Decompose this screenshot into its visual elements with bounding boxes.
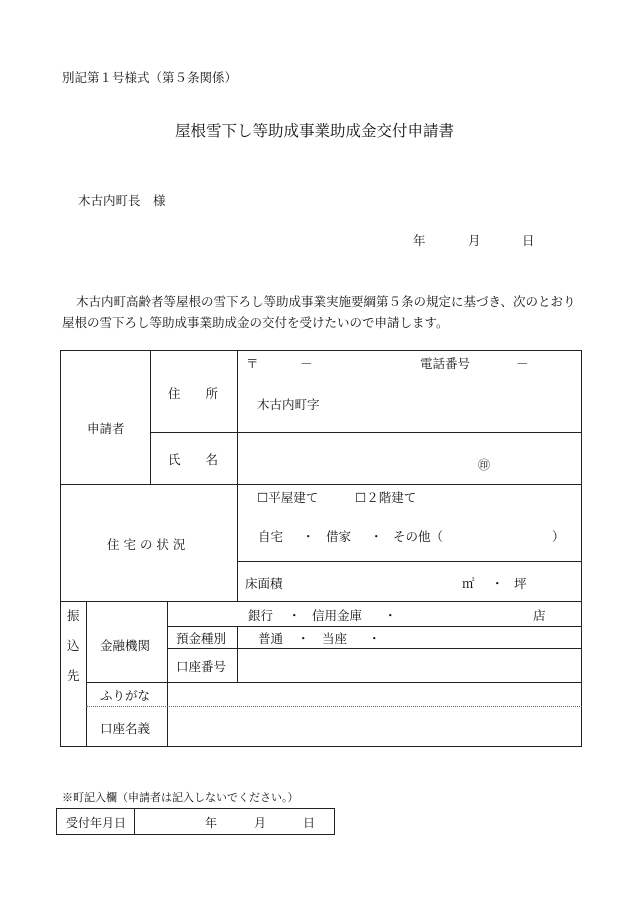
account-number-label: 口座番号: [176, 659, 227, 674]
separator: ・: [491, 576, 504, 591]
separator: ・: [297, 631, 310, 646]
separator: ・: [302, 529, 315, 544]
address-label: 住 所: [168, 386, 219, 401]
received-month: 月: [254, 816, 267, 830]
deposit-type-label: 預金種別: [176, 631, 227, 646]
received-year: 年: [205, 816, 218, 830]
seal-mark: ㊞: [478, 458, 491, 472]
page-title: 屋根雪下し等助成事業助成金交付申請書: [175, 122, 455, 140]
transfer-label-1: 振: [67, 608, 80, 623]
body-text-line1: 木古内町高齢者等屋根の雪下ろし等助成事業実施要綱第５条の規定に基づき、次のとおり: [76, 294, 576, 309]
transfer-label-2: 込: [67, 638, 80, 653]
bank-type-credit-union: 信用金庫: [312, 608, 363, 623]
deposit-current: 当座: [322, 631, 348, 646]
postal-mark: 〒: [246, 356, 259, 371]
checkbox-two-story[interactable]: ☐２階建て: [355, 490, 417, 505]
body-text-line2: 屋根の雪下ろし等助成事業助成金の交付を受けたいので申請します。: [62, 315, 449, 330]
floor-area-label: 床面積: [245, 576, 283, 591]
office-use-note: ※町記入欄（申請者は記入しないでください。）: [62, 791, 299, 804]
separator: ・: [368, 631, 381, 646]
date-day-label: 日: [522, 233, 535, 248]
option-rented: 借家: [326, 529, 352, 544]
phone-dash: －: [516, 356, 529, 371]
deposit-ordinary: 普通: [258, 631, 284, 646]
separator: ・: [288, 608, 301, 623]
transfer-label-3: 先: [67, 668, 80, 683]
housing-label: 住 宅 の 状 況: [107, 537, 186, 552]
received-date-label: 受付年月日: [66, 816, 127, 830]
date-month-label: 月: [468, 233, 481, 248]
address-prefill: 木古内町字: [257, 397, 320, 412]
account-name-label: 口座名義: [100, 721, 151, 736]
received-day: 日: [303, 816, 316, 830]
date-year-label: 年: [413, 233, 426, 248]
separator: ・: [370, 529, 383, 544]
checkbox-one-story[interactable]: ☐平屋建て: [257, 490, 319, 505]
separator: ・: [384, 608, 397, 623]
applicant-label: 申請者: [87, 421, 125, 436]
postal-dash: －: [300, 356, 313, 371]
bank-type-bank: 銀行: [248, 608, 274, 623]
unit-tsubo: 坪: [514, 576, 527, 591]
bank-label: 金融機関: [100, 638, 151, 653]
option-other: その他（: [393, 529, 444, 544]
phone-label: 電話番号: [420, 356, 471, 371]
branch-label: 店: [533, 608, 546, 623]
addressee: 木古内町長 様: [78, 193, 166, 208]
form-number: 別記第１号様式（第５条関係）: [62, 70, 238, 85]
name-label: 氏 名: [168, 452, 219, 467]
option-own-home: 自宅: [258, 529, 284, 544]
furigana-label: ふりがな: [100, 688, 151, 703]
unit-m2: ㎡: [462, 576, 475, 591]
option-other-close: ）: [552, 529, 565, 544]
